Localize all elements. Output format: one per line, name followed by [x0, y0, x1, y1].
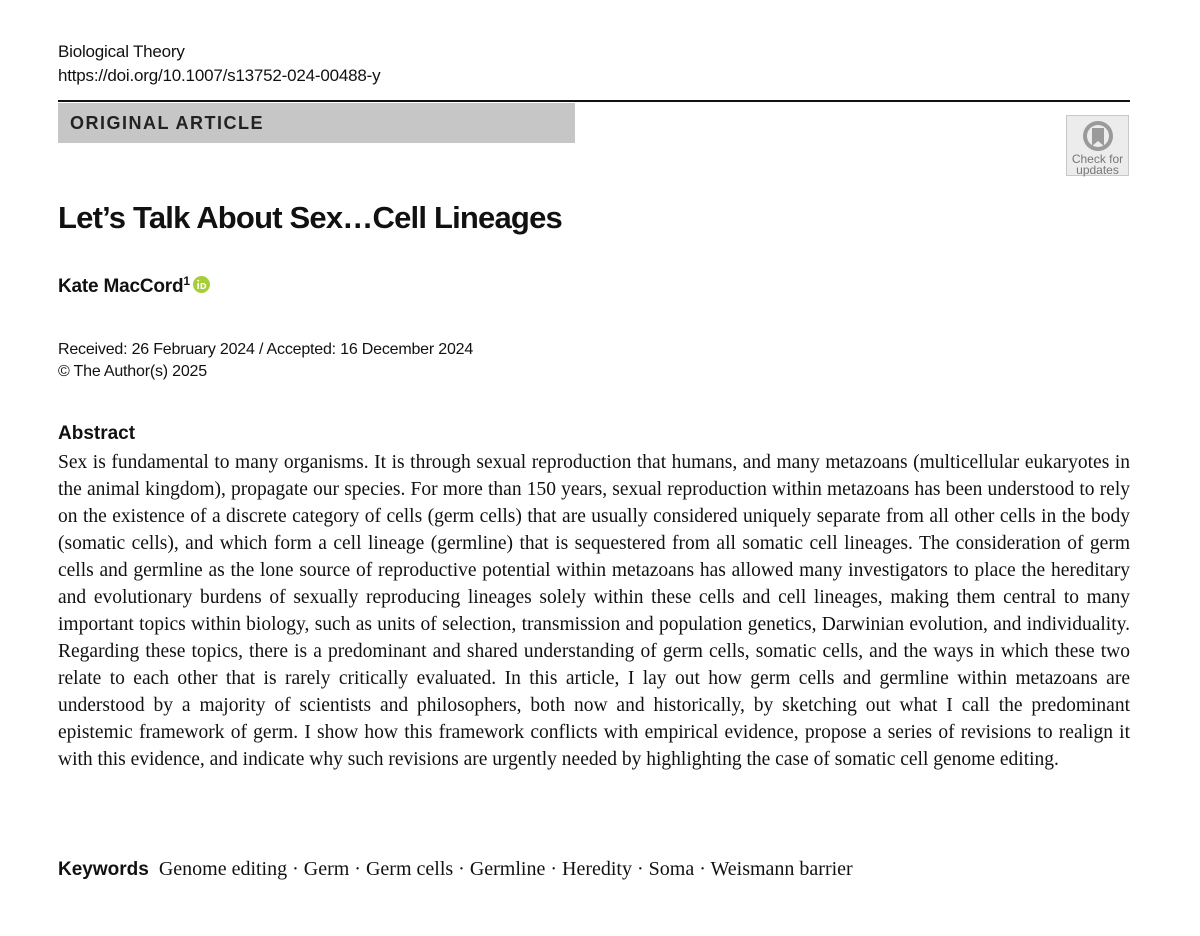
author-line: [58, 273, 210, 301]
orcid-icon[interactable]: [193, 276, 210, 293]
affiliation-marker: 1: [183, 274, 190, 288]
keywords-label: Keywords: [58, 859, 149, 880]
abstract-heading: Abstract: [58, 423, 136, 444]
article-type-banner: ORIGINAL ARTICLE: [58, 103, 575, 143]
check-for-updates-label: Check for updates: [1071, 152, 1124, 177]
doi-link[interactable]: https://doi.org/10.1007/s13752-024-00488-y: [58, 66, 381, 85]
journal-header: [58, 40, 380, 88]
check-for-updates-icon: [1081, 119, 1115, 153]
journal-name: Biological Theory: [58, 42, 185, 61]
article-title: Let’s Talk About Sex…Cell Lineages: [58, 200, 562, 235]
keywords: [58, 855, 853, 884]
abstract-text: Sex is fundamental to many organisms. It is through sexual reproduction that humans, and many metazoans (multicellular eukaryotes in the animal kingdom), propagate our species. For more than 150 years, sexual reproduction within metazoans has been understood to rely on the existence of a discrete category of cells (germ cells) that are usually considered uniquely separate from all other cells in the body (somatic cells), and which form a cell lineage (germline) that is sequestered from all somatic cell lineages. The consideration of germ cells and germline as the lone source of reproductive potential within metazoans has allowed many investigators to place the hereditary and evolutionary burdens of sexually reproducing lineages solely within these cells and cell lineages, making them central to many important topics within biology, such as units of selection, transmission and population genetics, Darwinian evolution, and individuality. Regarding these topics, there is a predominant and shared understanding of germ cells, somatic cells, and the ways in which these two relate to each other that is rarely critically evaluated. In this article, I lay out how germ cells and germline within metazoans are understood by a majority of scientists and philosophers, both now and historically, by sketching out what I call the predominant epistemic framework of germ. I show how this framework conflicts with empirical evidence, propose a series of revisions to realign it with this evidence, and indicate why such revisions are urgently needed by highlighting the case of somatic cell genome editing.: [58, 452, 1130, 770]
received-accepted: Received: 26 February 2024 / Accepted: 16 December 2024: [58, 341, 474, 358]
author-name[interactable]: Kate MacCord: [58, 276, 184, 297]
keywords-list: Genome editing · Germ · Germ cells · Germline · Heredity · Soma · Weismann barrier: [158, 858, 853, 880]
header-rule: [58, 100, 1130, 102]
copyright: © The Author(s) 2025: [58, 363, 207, 380]
check-for-updates-button[interactable]: [1066, 115, 1129, 176]
article-dates: [58, 339, 473, 383]
